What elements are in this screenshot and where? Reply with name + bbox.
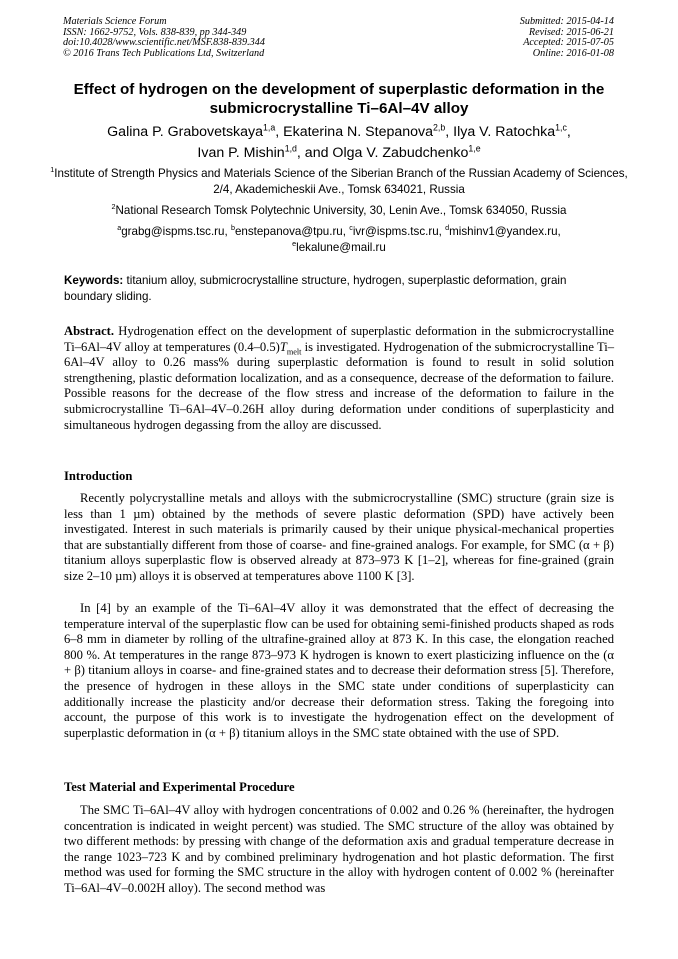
author-affiliation-mark: 1,a	[263, 122, 276, 133]
accepted-date: Accepted: 2015-07-05	[523, 37, 614, 49]
author-list: Galina P. Grabovetskaya$^{1,a}$, Ekaterina N. Stepanova$^{2,b}$, Ilya V. Ratochka$^{1,c}$, Ivan P. Mishin$^{1,d}$, and Olga V. Zabudchenko$^{1,e}$	[107, 122, 571, 161]
author-emails: $^a$grabg@ispms.tsc.ru, $^b$enstepanova@tpu.ru, $^c$ivr@ispms.tsc.ru, $^d$mishinv1@yandex.ru, $^e$lekalune@mail.ru	[117, 223, 561, 254]
email-mark: b	[230, 223, 235, 233]
email-mark: e	[292, 238, 297, 248]
email-mark: d	[445, 223, 450, 233]
affiliation-number: 1	[50, 165, 55, 175]
online-date: Online: 2016-01-08	[532, 47, 614, 59]
affiliation-text: Institute of Strength Physics and Materials Science of the Siberian Branch of the Russian Academy of Sciences, 2/4, Akademicheskii Ave., Tomsk 634021, Russia	[54, 167, 628, 196]
author-affiliation-mark: 1,d	[284, 143, 297, 154]
section-heading-test-material: Test Material and Experimental Procedure	[64, 780, 295, 794]
author-affiliation-mark: 1,e	[468, 143, 481, 154]
temperature-symbol: T	[279, 339, 287, 354]
journal-name: Materials Science Forum	[63, 16, 167, 27]
journal-doi[interactable]: doi:10.4028/www.scientific.net/MSF.838-839.344	[63, 37, 265, 49]
author-name: Galina P. Grabovetskaya	[107, 124, 264, 140]
email-link[interactable]: ivr@ispms.tsc.ru	[352, 225, 439, 238]
author-name: Ivan P. Mishin	[197, 145, 285, 161]
affiliation-1	[40, 166, 638, 197]
intro-paragraph-2: In [4] by an example of the Ti–6Al–4V alloy it was demonstrated that the effect of decreasing the temperature interval of the superplastic flow can be used for obtaining semi-finished products shaped as rods 6–8 mm in diameter by rolling of the ultrafine-grained alloy at 873 K. In this case, the elongation reached 800 %. At temperatures in the range 873–973 K hydrogen is known to exert plasticizing influence on the (α + β) titanium alloys in coarse- and fine-grained states and to decrease their deformation stress [5]. Therefore, the presence of hydrogen in these alloys in the SMC state under conditions of superplasticity can additionally increase the plasticity and/or decrease their deformation stress. Taking the foregoing into account, the purpose of this work is to investigate the hydrogenation effect on the development of superplastic deformation in (α + β) titanium alloys in the SMC state obtained with the use of SPD.	[64, 601, 614, 740]
intro-paragraph-1: Recently polycrystalline metals and alloys with the submicrocrystalline (SMC) structure (grain size is less than 1 µm) obtained by the methods of severe plastic deformation (SPD) have actively been investigated. Interest in such materials is primarily caused by their unique physical-mechanical properties that are substantially different from those of coarse- and fine-grained analogs. For example, for SMC (α + β) titanium alloys superplastic flow is observed already at 873–973 K [1–2], whereas for fine-grained (grain size 2–10 µm) alloys it is observed at temperatures above 1100 K [3].	[64, 491, 614, 583]
journal-issn: ISSN: 1662-9752, Vols. 838-839, pp 344-349	[63, 26, 247, 38]
journal-copyright: © 2016 Trans Tech Publications Ltd, Switzerland	[63, 47, 265, 59]
email-link[interactable]: grabg@ispms.tsc.ru	[121, 225, 225, 238]
author-name: Ilya V. Ratochka	[453, 124, 556, 140]
email-link[interactable]: enstepanova@tpu.ru	[234, 225, 343, 238]
journal-info	[63, 17, 265, 59]
abstract-text: Hydrogenation effect on the development of superplastic deformation in the submicrocrystalline Ti–6Al–4V alloy at temperatures (0.4–0.5)	[64, 324, 614, 354]
paper-title: Effect of hydrogen on the development of superplastic deformation in the submicrocrystalline Ti–6Al–4V alloy	[73, 81, 605, 117]
affiliation-2	[40, 203, 638, 219]
submission-dates	[520, 17, 614, 59]
keywords-text: titanium alloy, submicrocrystalline structure, hydrogen, superplastic deformation, grain boundary sliding.	[64, 274, 567, 303]
section-heading-introduction: Introduction	[64, 469, 133, 483]
test-material-paragraph-1: The SMC Ti–6Al–4V alloy with hydrogen concentrations of 0.002 and 0.26 % (hereinafter, the hydrogen concentration is indicated in weight percent) was studied. The SMC structure of the alloy was obtained by two different methods: by pressing with change of the deformation axis and gradual temperature decrease in the range 1023–723 K and by combined preliminary hydrogenation and hot plastic deformation. The first method was used for forming the SMC structure in the alloy with hydrogen content of 0.002 % (hereinafter Ti–6Al–4V–0.002H alloy). The second method was	[64, 803, 614, 895]
email-mark: a	[117, 223, 122, 233]
email-link[interactable]: lekalune@mail.ru	[296, 240, 386, 254]
author-name: Olga V. Zabudchenko	[332, 145, 469, 161]
email-mark: c	[349, 223, 353, 233]
temperature-subscript: melt	[286, 347, 302, 357]
author-affiliation-mark: 1,c	[555, 122, 567, 133]
abstract	[64, 324, 614, 433]
keywords-label: Keywords:	[64, 274, 124, 287]
affiliation-number: 2	[111, 202, 116, 212]
author-name: Ekaterina N. Stepanova	[283, 124, 434, 140]
author-affiliation-mark: 2,b	[433, 122, 446, 133]
keywords	[64, 273, 614, 304]
abstract-text: is investigated. Hydrogenation of the submicrocrystalline Ti–6Al–4V alloy to 0.26 mass% during superplastic deformation is found to result in solid solution strengthening, plastic deformation localization, and as a consequence, decrease of the deformation to failure. Possible reasons for the decrease of the flow stress and increase of the deformation to failure in the submicrocrystalline Ti–6Al–4V–0.26H alloy during deformation under conditions of superplasticity and simultaneous hydrogen degassing from the alloy are discussed.	[64, 339, 614, 432]
abstract-label: Abstract.	[64, 324, 115, 338]
affiliation-text: National Research Tomsk Polytechnic University, 30, Lenin Ave., Tomsk 634050, Russia	[115, 204, 567, 217]
submitted-date: Submitted: 2015-04-14	[519, 16, 614, 27]
revised-date: Revised: 2015-06-21	[528, 26, 614, 38]
email-link[interactable]: mishinv1@yandex.ru	[449, 225, 558, 238]
